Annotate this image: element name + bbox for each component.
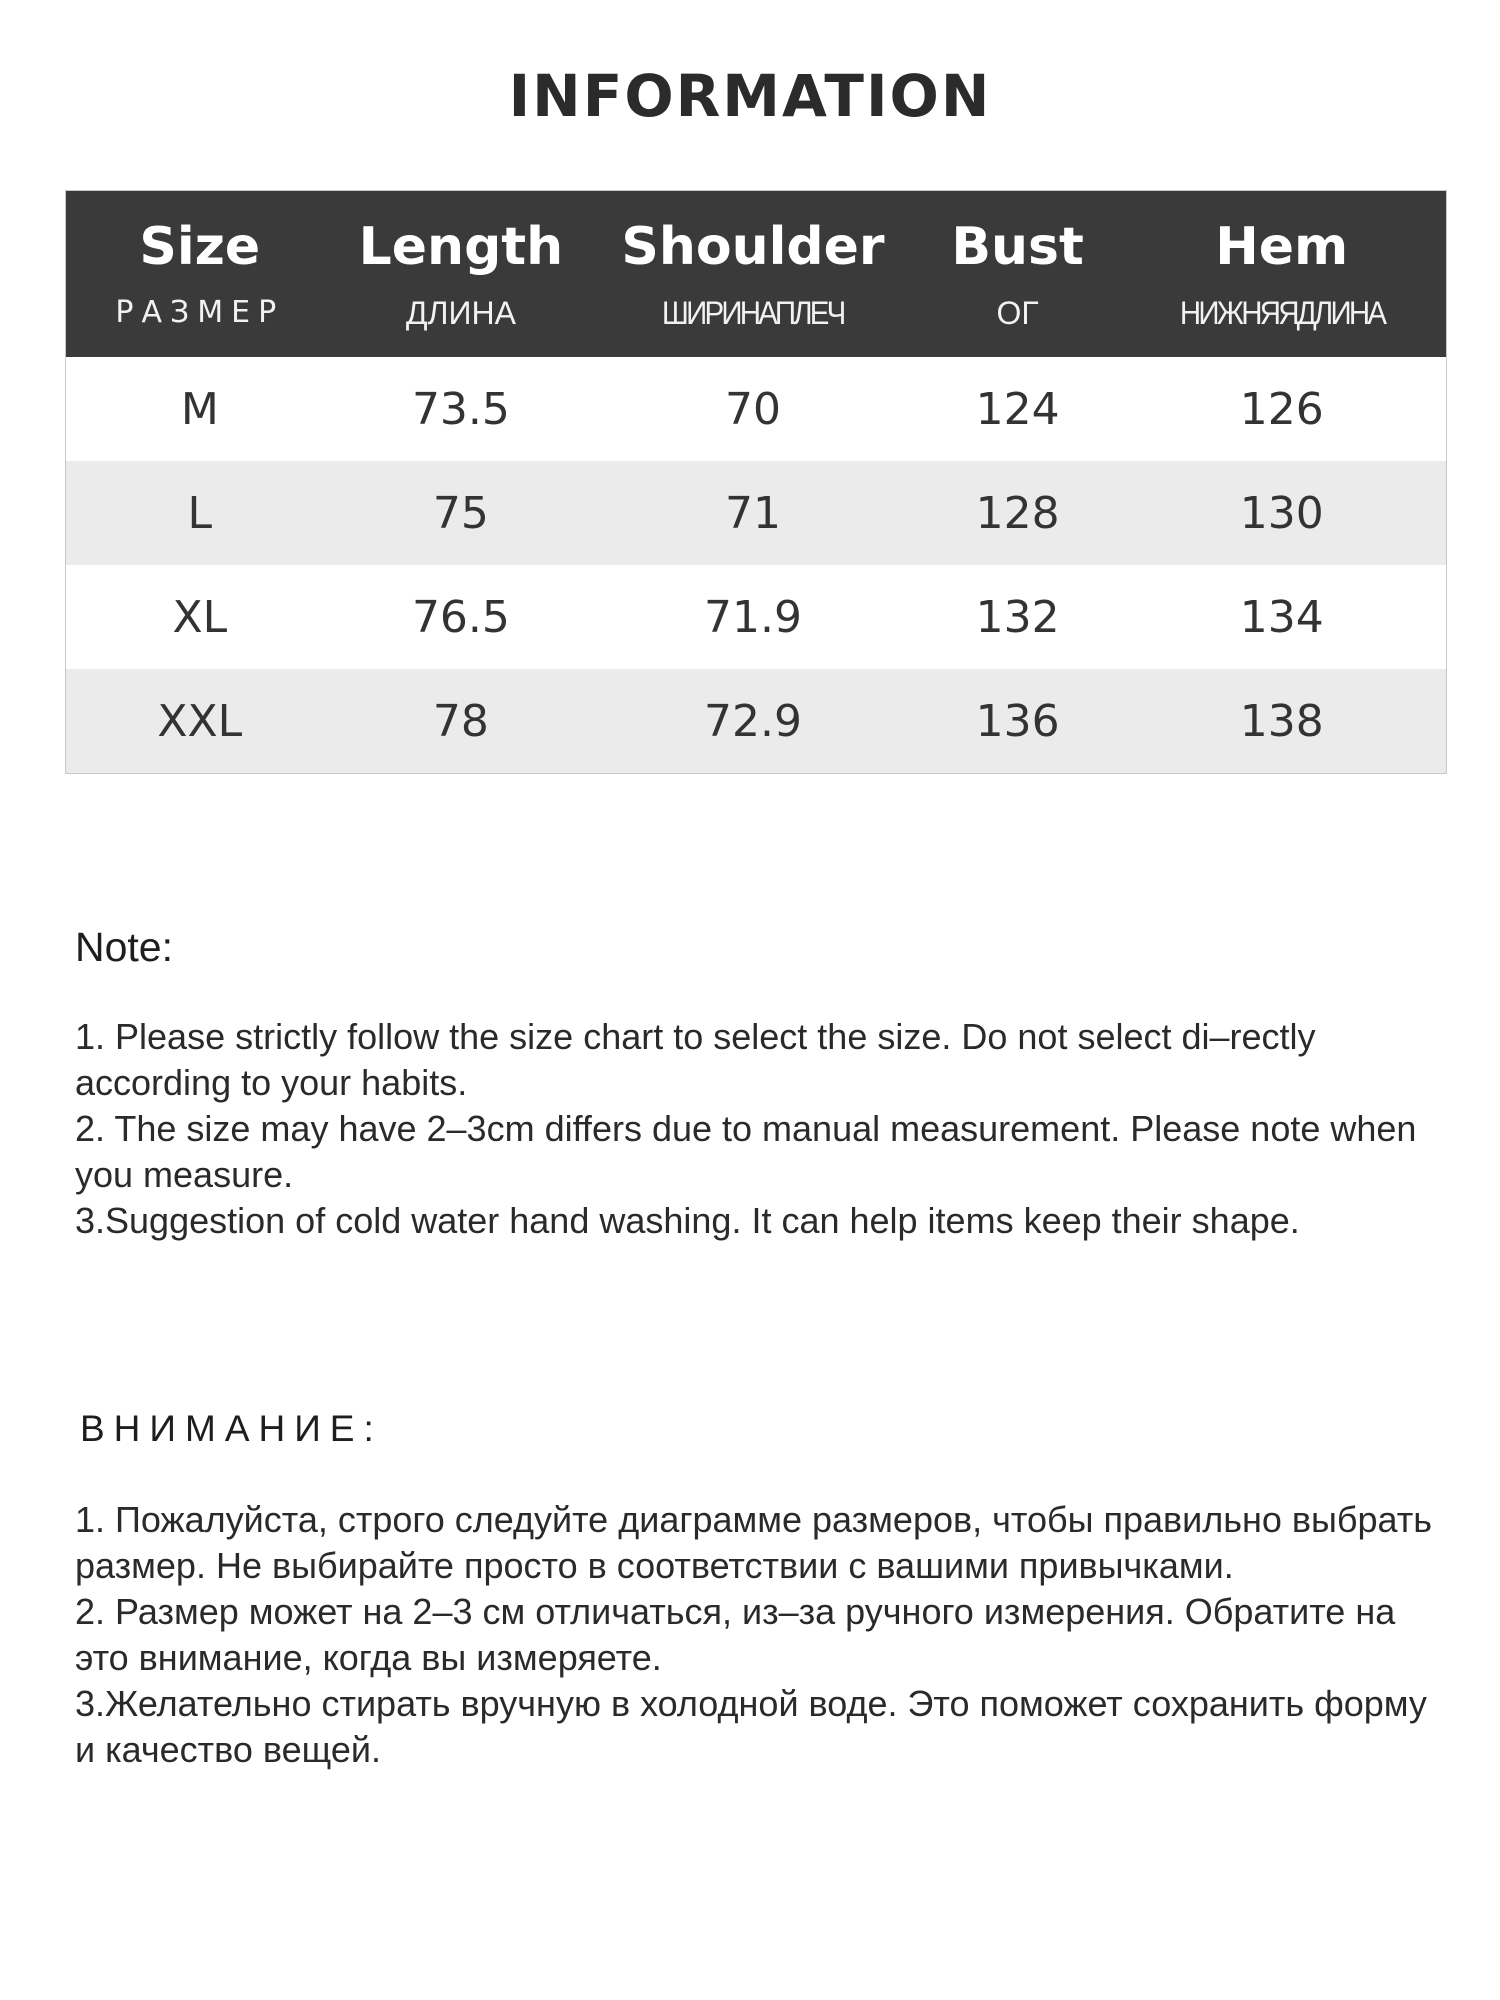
- cell-hem: 126: [1239, 383, 1324, 435]
- cell-hem: 138: [1239, 695, 1324, 747]
- cell-bust: 128: [975, 487, 1060, 539]
- header-size: [66, 191, 334, 357]
- header-label-ru: ДЛИНА: [405, 295, 516, 331]
- cell-size: L: [187, 487, 213, 539]
- page-title: INFORMATION: [508, 62, 992, 130]
- note-item: 3.Suggestion of cold water hand washing. It can help items keep their shape.: [75, 1200, 1300, 1241]
- cell-hem: 134: [1239, 591, 1324, 643]
- size-chart-table: [65, 190, 1447, 774]
- note-text: [75, 1014, 1435, 1244]
- table-row: [66, 565, 1446, 669]
- cell-shoulder: 70: [724, 383, 781, 435]
- header-shoulder: [588, 191, 918, 357]
- header-label-en: Size: [139, 217, 261, 277]
- header-label-en: Length: [358, 217, 564, 277]
- table-row: [66, 669, 1446, 773]
- table-header: [66, 191, 1446, 357]
- header-length: [334, 191, 589, 357]
- cell-size: XL: [172, 591, 228, 643]
- attention-item: 2. Размер может на 2–3 см отличаться, из–за ручного измерения. Обратите на это внимание, когда вы измеряете.: [75, 1591, 1396, 1678]
- cell-length: 73.5: [411, 383, 510, 435]
- cell-size: M: [180, 383, 219, 435]
- cell-bust: 136: [975, 695, 1060, 747]
- attention-item: 3.Желательно стирать вручную в холодной воде. Это поможет сохранить форму и качество вещей.: [75, 1683, 1427, 1770]
- cell-bust: 124: [975, 383, 1060, 435]
- cell-shoulder: 71: [724, 487, 781, 539]
- note-heading: Note:: [75, 924, 173, 970]
- cell-shoulder: 71.9: [704, 591, 802, 643]
- cell-hem: 130: [1239, 487, 1324, 539]
- cell-length: 78: [432, 695, 489, 747]
- table-row: [66, 357, 1446, 461]
- cell-bust: 132: [975, 591, 1060, 643]
- header-label-en: Shoulder: [621, 217, 885, 277]
- header-label-ru: ШИРИНАПЛЕЧ: [662, 295, 844, 331]
- attention-item: 1. Пожалуйста, строго следуйте диаграмме размеров, чтобы правильно выбрать размер. Не выбирайте просто в соответствии с вашими привычками.: [75, 1499, 1433, 1586]
- attention-text: [75, 1497, 1435, 1773]
- header-label-en: Hem: [1215, 217, 1349, 277]
- cell-shoulder: 72.9: [704, 695, 802, 747]
- cell-length: 76.5: [411, 591, 510, 643]
- header-label-ru: РАЗМЕР: [115, 295, 285, 330]
- header-label-ru: ОГ: [996, 295, 1039, 331]
- cell-size: XXL: [157, 695, 243, 747]
- note-item: 2. The size may have 2–3cm differs due to manual measurement. Please note when you measure.: [75, 1108, 1417, 1195]
- note-item: 1. Please strictly follow the size chart to select the size. Do not select di–rectly according to your habits.: [75, 1016, 1316, 1103]
- header-bust: [918, 191, 1118, 357]
- cell-length: 75: [432, 487, 489, 539]
- header-label-ru: НИЖНЯЯДЛИНА: [1179, 295, 1384, 331]
- table-row: [66, 461, 1446, 565]
- attention-heading: ВНИМАНИЕ:: [80, 1408, 383, 1449]
- header-hem: [1117, 191, 1446, 357]
- header-label-en: Bust: [951, 217, 1084, 277]
